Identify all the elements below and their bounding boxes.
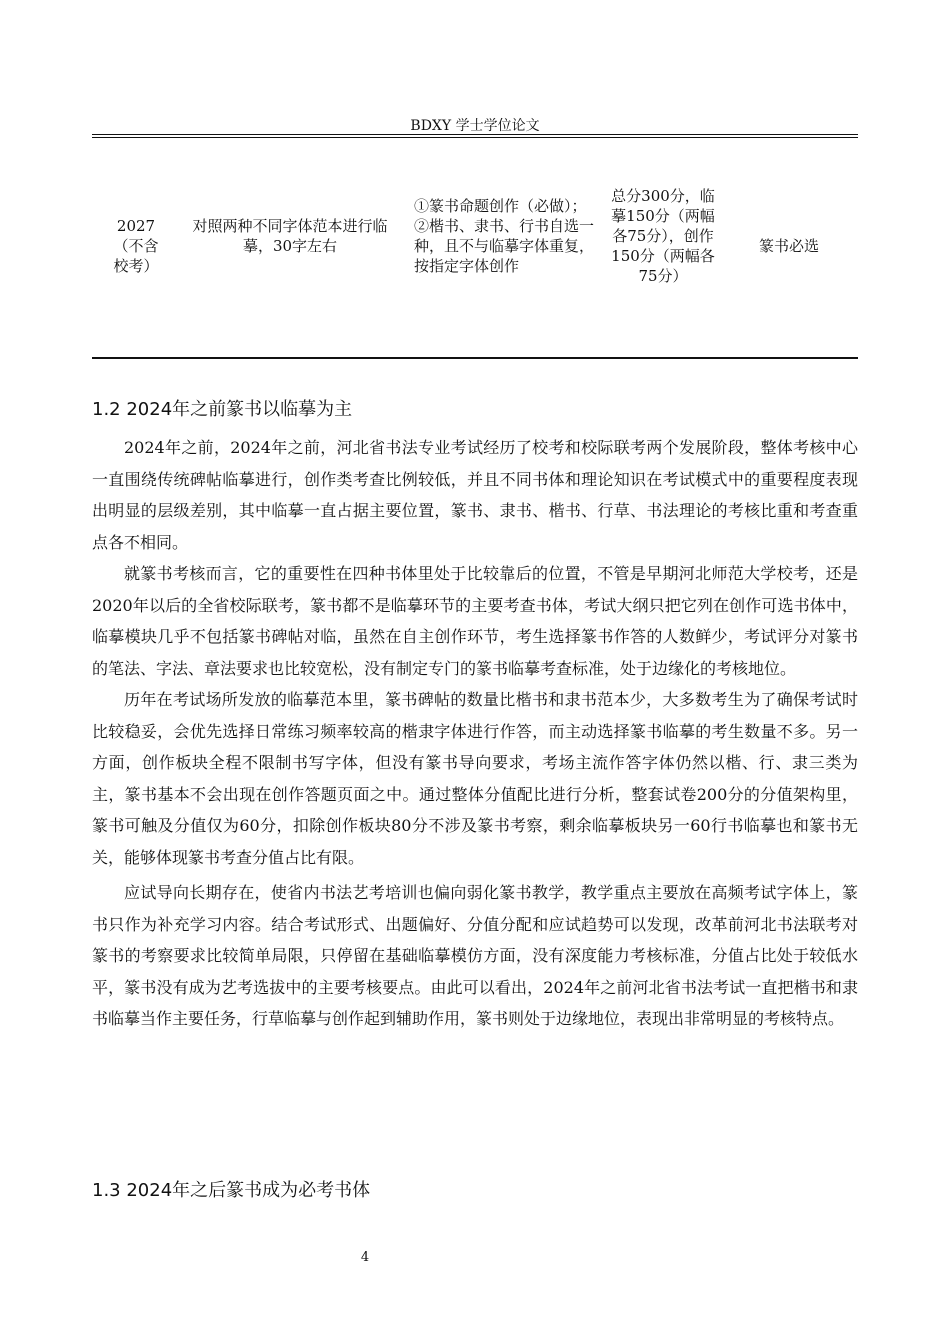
cell-scores: 总分300分，临摹150分（两幅各75分），创作150分（两幅各75分） <box>611 187 715 285</box>
cell-year <box>100 216 172 276</box>
running-header: BDXY 学士学位论文 <box>410 118 540 134</box>
year-note: （不含校考） <box>113 237 159 275</box>
year-value: 2027 <box>116 217 156 235</box>
section-heading-1-3: 1.3 2024年之后篆书成为必考书体 <box>92 1180 371 1201</box>
paragraph-2: 就篆书考核而言，它的重要性在四种书体里处于比较靠后的位置，不管是早期河北师范大学校考，还是2020年以后的全省校际联考，篆书都不是临摹环节的主要考查书体，考试大纲只把它列在创作可选书体中，临摹模块几乎不包括篆书碑帖对临，虽然在自主创作环节，考生选择篆书作答的人数鲜少，考试评分对篆书的笔法、字法、章法要求也比较宽松，没有制定专门的篆书临摹考查标准，处于边缘化的考核地位。 <box>92 564 858 678</box>
section-body <box>92 432 858 1035</box>
section-heading-1-2: 1.2 2024年之前篆书以临摹为主 <box>92 399 353 420</box>
exam-table-row <box>92 186 858 316</box>
cell-creation-requirement: ①篆书命题创作（必做）；②楷书、隶书、行书自选一种，且不与临摹字体重复，按指定字体创作 <box>414 197 595 275</box>
header-rule <box>92 134 858 138</box>
cell-seal-script: 篆书必选 <box>758 237 819 255</box>
page-number: 4 <box>360 1250 370 1265</box>
paragraph-4: 应试导向长期存在，使省内书法艺考培训也偏向弱化篆书教学，教学重点主要放在高频考试字体上，篆书只作为补充学习内容。结合考试形式、出题偏好、分值分配和应试趋势可以发现，改革前河北书法联考对篆书的考察要求比较简单局限，只停留在基础临摹模仿方面，没有深度能力考核标准，分值占比处于较低水平，篆书没有成为艺考选拔中的主要考核要点。由此可以看出，2024年之前河北省书法考试一直把楷书和隶书临摹当作主要任务，行草临摹与创作起到辅助作用，篆书则处于边缘地位，表现出非常明显的考核特点。 <box>92 883 858 1028</box>
paragraph-3: 历年在考试场所发放的临摹范本里，篆书碑帖的数量比楷书和隶书范本少，大多数考生为了确保考试时比较稳妥，会优先选择日常练习频率较高的楷隶字体进行作答，而主动选择篆书临摹的考生数量不多。另一方面，创作板块全程不限制书写字体，但没有篆书导向要求，考场主流作答字体仍然以楷、行、隶三类为主，篆书基本不会出现在创作答题页面之中。通过整体分值配比进行分析，整套试卷200分的分值架构里，篆书可触及分值仅为60分，扣除创作板块80分不涉及篆书考察，剩余临摹板块另一60行书临摹也和篆书无关，能够体现篆书考查分值占比有限。 <box>92 690 858 867</box>
table-bottom-rule <box>92 357 858 359</box>
paragraph-1: 2024年之前，2024年之前，河北省书法专业考试经历了校考和校际联考两个发展阶段，整体考核中心一直围绕传统碑帖临摹进行，创作类考查比例较低，并且不同书体和理论知识在考试模式中的重要程度表现出明显的层级差别，其中临摹一直占据主要位置，篆书、隶书、楷书、行草、书法理论的考核比重和考查重点各不相同。 <box>92 438 858 552</box>
cell-copy-requirement: 对照两种不同字体范本进行临摹，30字左右 <box>192 217 388 255</box>
